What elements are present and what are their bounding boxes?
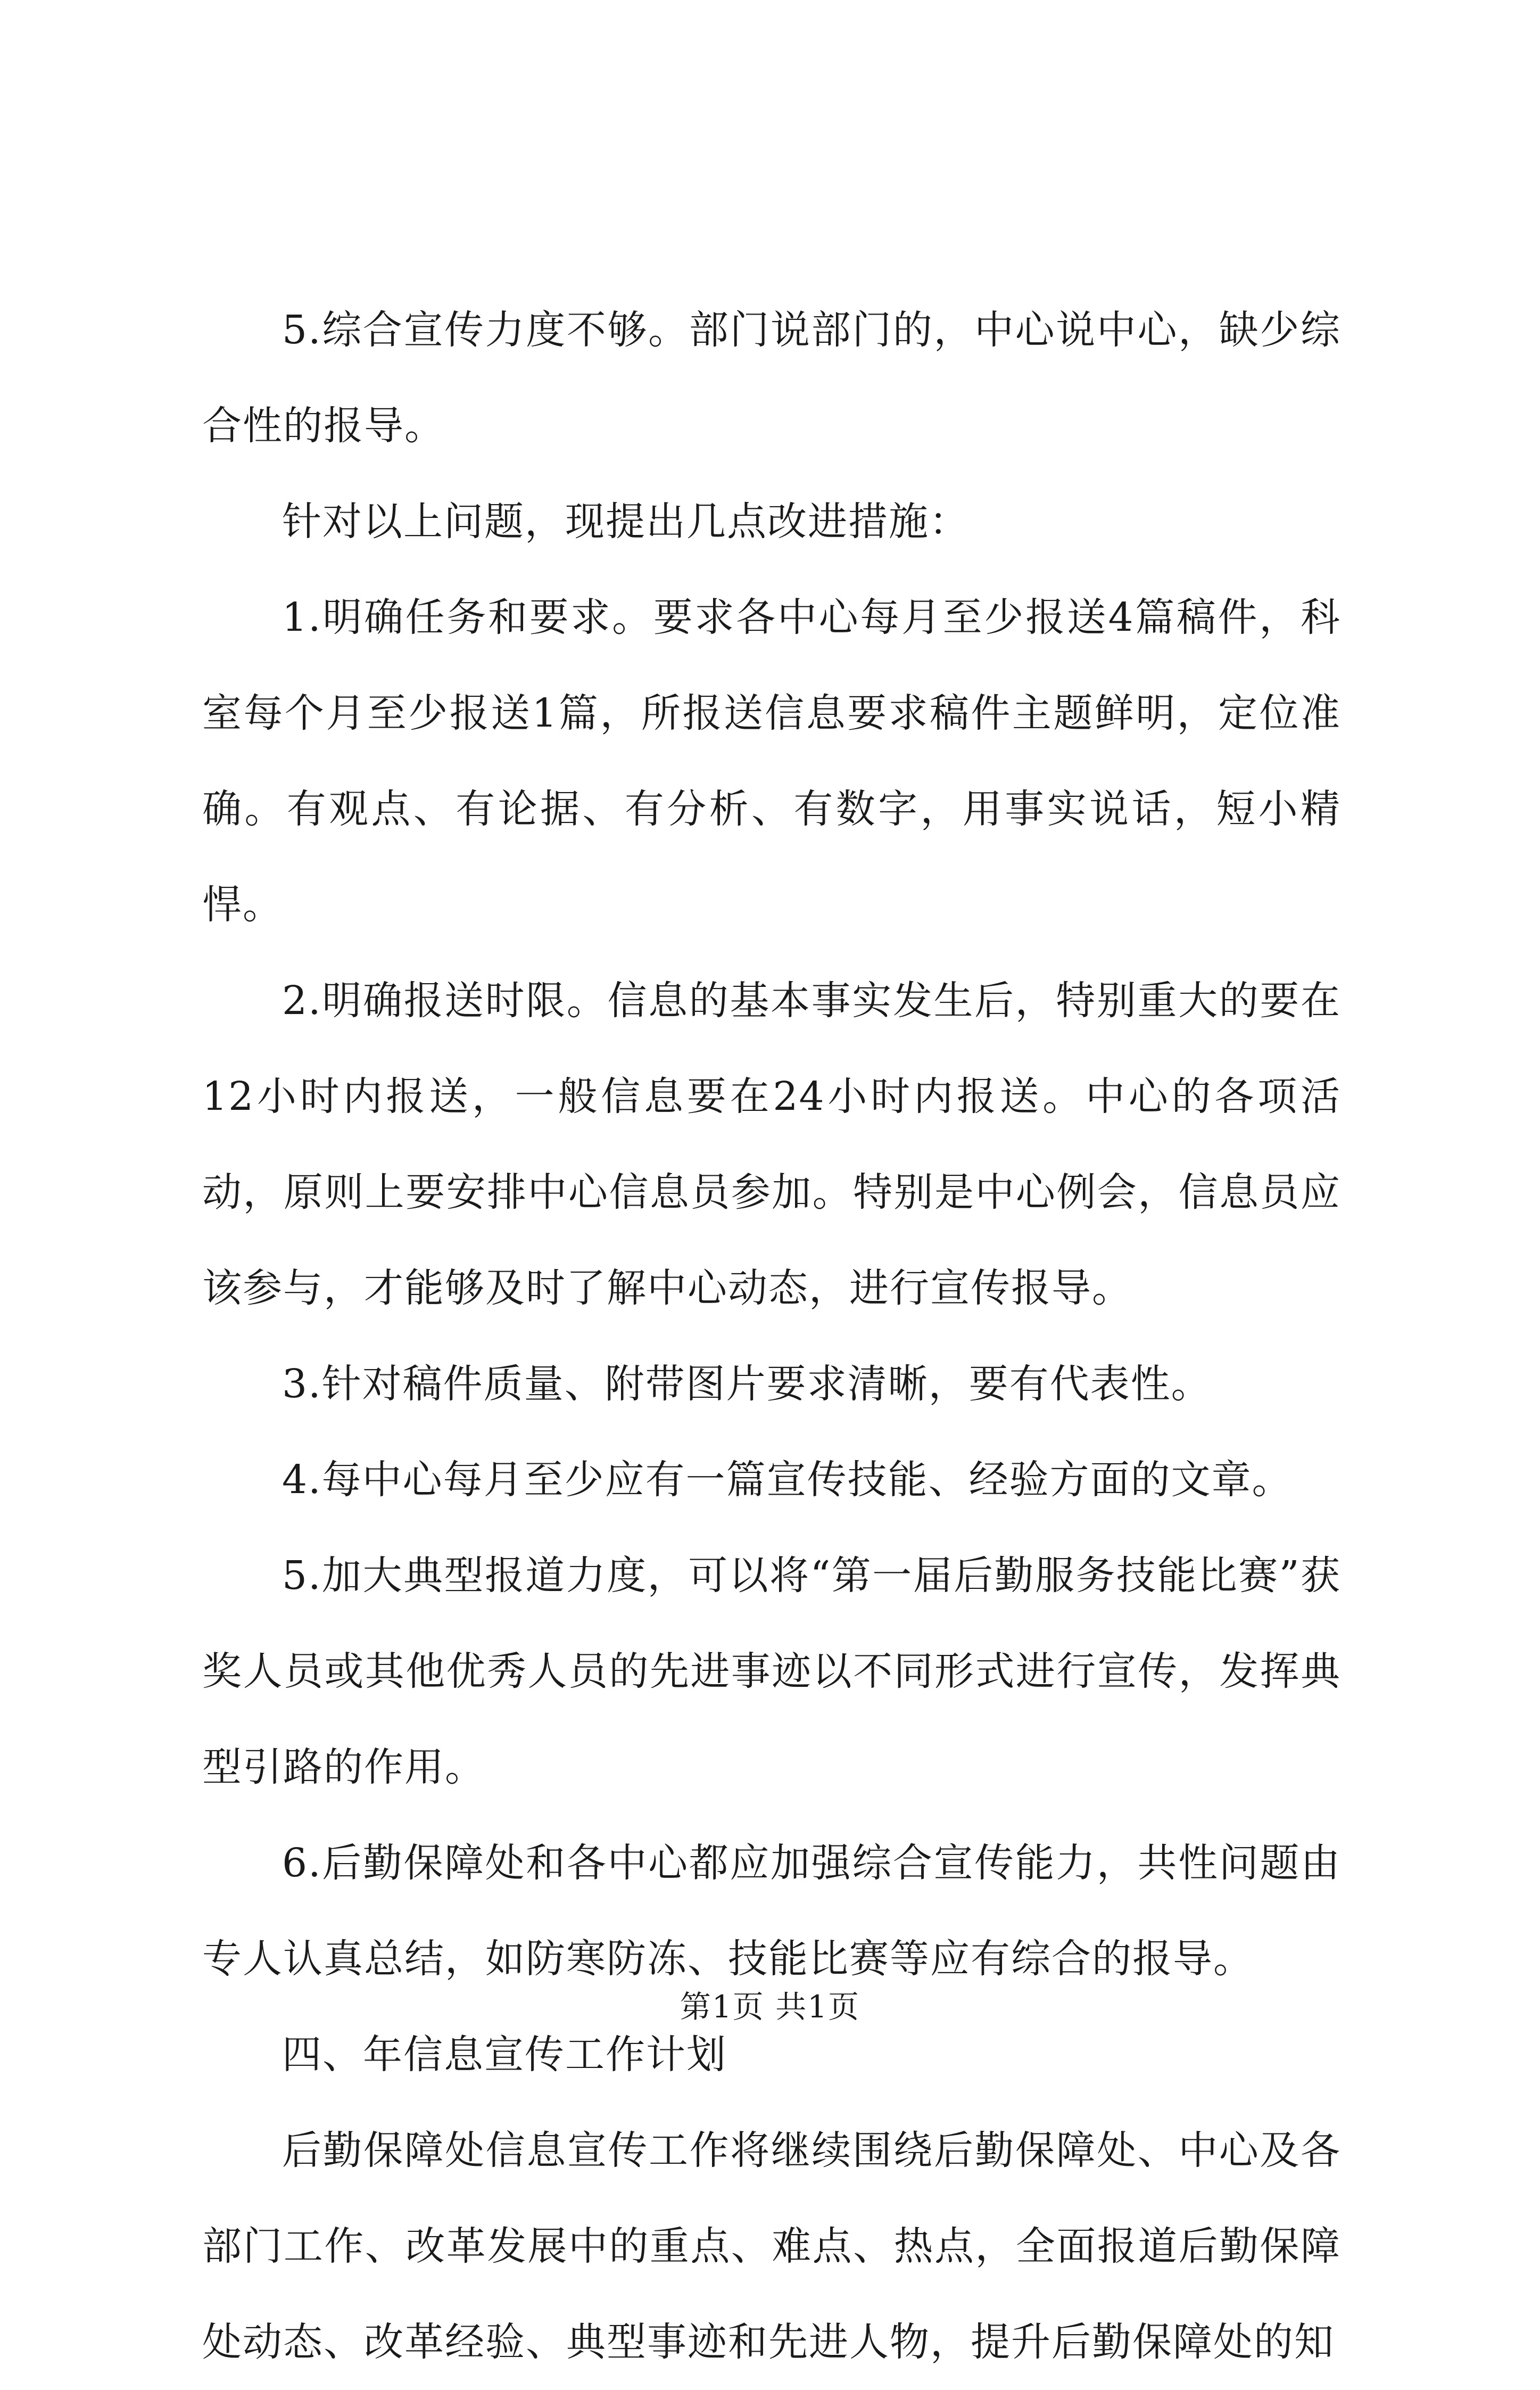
- paragraph: 3.针对稿件质量、附带图片要求清晰，要有代表性。: [282, 1361, 1212, 1407]
- section-heading: 四、年信息宣传工作计划: [282, 2032, 727, 2078]
- paragraph: 5.综合宣传力度不够。部门说部门的，中心说中心，缺少综合性的报导。: [202, 307, 1341, 449]
- paragraph: 6.后勤保障处和各中心都应加强综合宣传能力，共性问题由专人认真总结，如防寒防冻、技能比赛等应有综合的报导。: [202, 1840, 1341, 1982]
- paragraph: 针对以上问题，现提出几点改进措施：: [282, 499, 970, 545]
- paragraph: 后勤保障处信息宣传工作将继续围绕后勤保障处、中心及各部门工作、改革发展中的重点、难点、热点，全面报道后勤保障处动态、改革经验、典型事迹和先进人物，提升后勤保障处的知: [202, 2128, 1341, 2365]
- page-number-label: 第1页 共1页: [680, 1989, 860, 2025]
- paragraph: 1.明确任务和要求。要求各中心每月至少报送4篇稿件，科室每个月至少报送1篇，所报送信息要求稿件主题鲜明，定位准确。有观点、有论据、有分析、有数字，用事实说话，短小精悍。: [202, 595, 1341, 928]
- document-body: [202, 282, 1341, 2390]
- paragraph: 4.每中心每月至少应有一篇宣传技能、经验方面的文章。: [282, 1457, 1293, 1503]
- paragraph: 5.加大典型报道力度，可以将“第一届后勤服务技能比赛”获奖人员或其他优秀人员的先进事迹以不同形式进行宣传，发挥典型引路的作用。: [202, 1553, 1341, 1790]
- page-footer: [0, 1985, 1540, 2028]
- paragraph: 2.明确报送时限。信息的基本事实发生后，特别重大的要在12小时内报送，一般信息要在24小时内报送。中心的各项活动，原则上要安排中心信息员参加。特别是中心例会，信息员应该参与，才能够及时了解中心动态，进行宣传报导。: [202, 978, 1341, 1311]
